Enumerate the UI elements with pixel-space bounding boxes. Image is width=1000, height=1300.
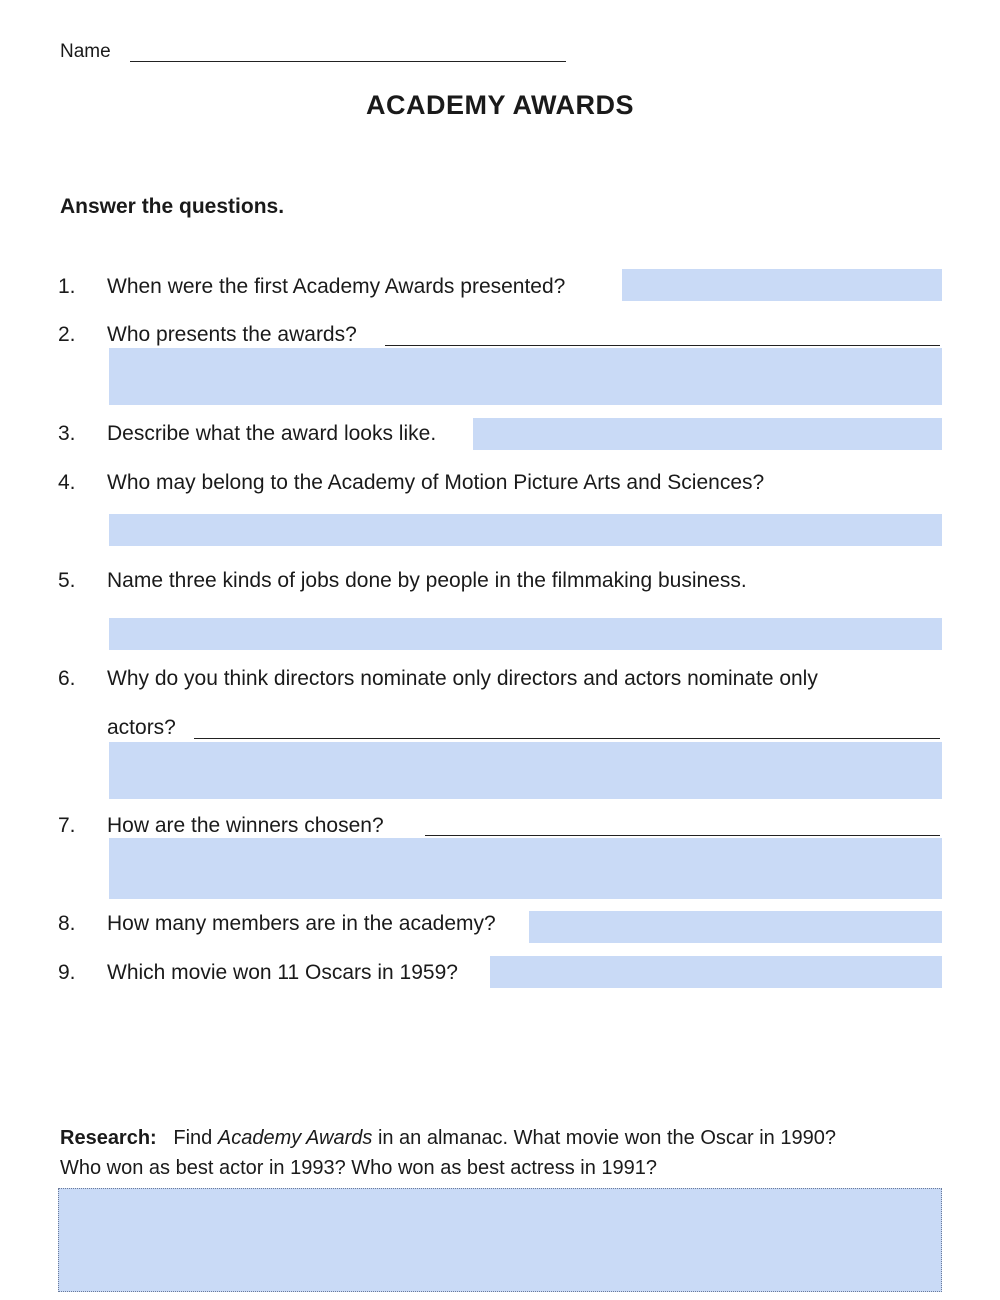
question-text: Name three kinds of jobs done by people in the filmmaking business. <box>107 569 747 592</box>
answer-field-4[interactable] <box>109 514 942 546</box>
question-text: How are the winners chosen? <box>107 814 384 837</box>
answer-field-1[interactable] <box>622 269 942 301</box>
question-text: Who presents the awards? <box>107 323 357 346</box>
research-label: Research: <box>60 1127 157 1149</box>
research-line-2: Who won as best actor in 1993? Who won as best actress in 1991? <box>60 1157 658 1179</box>
question-number: 1. <box>58 275 76 298</box>
answer-field-6[interactable] <box>109 742 942 799</box>
research-prompt <box>60 1124 836 1153</box>
question-text: When were the first Academy Awards presented? <box>107 275 566 298</box>
answer-field-9[interactable] <box>490 956 942 988</box>
question-number: 3. <box>58 422 76 445</box>
name-label: Name <box>60 41 111 62</box>
answer-line-2 <box>385 345 940 346</box>
name-line[interactable] <box>130 61 566 62</box>
question-text: Who may belong to the Academy of Motion Picture Arts and Sciences? <box>107 471 765 494</box>
question-text: Why do you think directors nominate only directors and actors nominate only <box>107 667 818 690</box>
question-text: Describe what the award looks like. <box>107 422 437 445</box>
question-number: 6. <box>58 667 76 690</box>
question-number: 9. <box>58 961 76 984</box>
answer-line-6 <box>194 738 940 739</box>
question-number: 8. <box>58 912 76 935</box>
research-italic: Academy Awards <box>217 1127 373 1149</box>
answer-field-7[interactable] <box>109 838 942 899</box>
answer-field-3[interactable] <box>473 418 942 450</box>
question-number: 4. <box>58 471 76 494</box>
answer-line-7 <box>425 835 940 836</box>
research-answer-box[interactable] <box>58 1188 942 1292</box>
research-text-start: Find <box>173 1127 213 1149</box>
question-text-continued: actors? <box>107 716 176 739</box>
question-text: How many members are in the academy? <box>107 912 496 935</box>
research-text-end: in an almanac. What movie won the Oscar in 1990? <box>377 1127 836 1149</box>
question-number: 5. <box>58 569 76 592</box>
question-text: Which movie won 11 Oscars in 1959? <box>107 961 458 984</box>
answer-field-2[interactable] <box>109 348 942 405</box>
answer-field-8[interactable] <box>529 911 942 943</box>
answer-field-5[interactable] <box>109 618 942 650</box>
page-title: ACADEMY AWARDS <box>365 90 635 120</box>
instructions-heading: Answer the questions. <box>60 195 285 218</box>
question-number: 2. <box>58 323 76 346</box>
question-number: 7. <box>58 814 76 837</box>
